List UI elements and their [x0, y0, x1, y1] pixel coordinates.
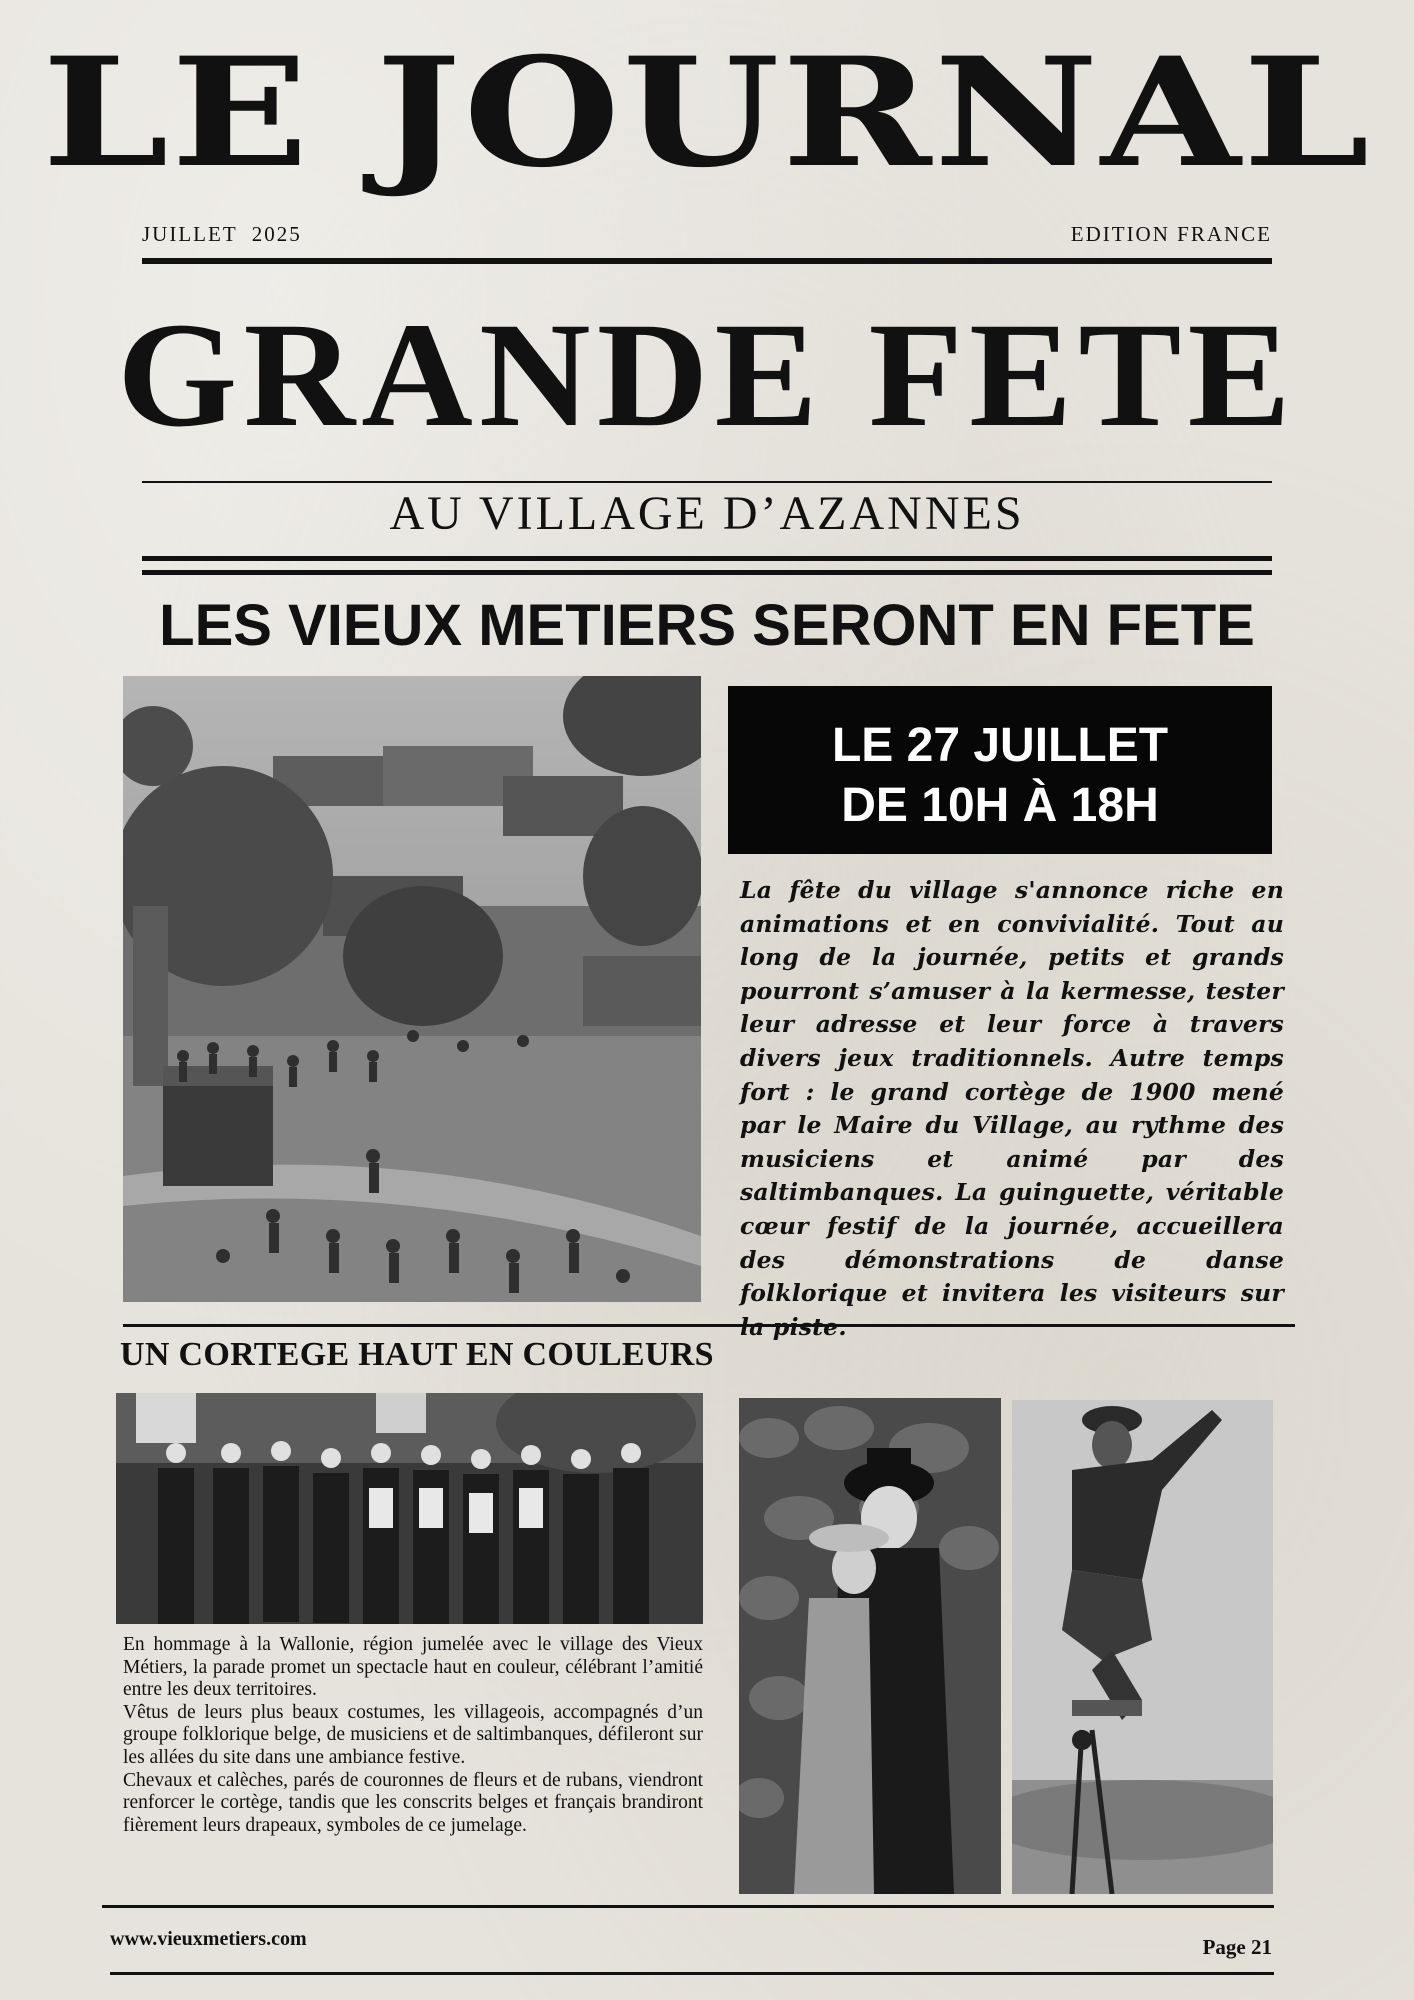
edition-label: EDITION FRANCE	[1070, 222, 1272, 246]
folk-group-photo	[116, 1393, 703, 1624]
headline-title: GRANDE FETE	[117, 292, 1297, 458]
cortege-paragraph-3: Chevaux et calèches, parés de couronnes de fleurs et de rubans, viendront renforcer le cortège, tandis que les conscrits belges et français brandiront fièrement leurs drapeaux, symboles de ce jumelage.	[123, 1769, 703, 1836]
masthead-title: LE JOURNAL	[42, 25, 1372, 201]
event-hours: DE 10H À 18H	[841, 779, 1159, 832]
village-fair-photo	[123, 676, 701, 1302]
cortege-title: UN CORTEGE HAUT EN COULEURS	[120, 1336, 714, 1373]
website-link[interactable]: www.vieuxmetiers.com	[110, 1928, 307, 1950]
issue-date: JUILLET 2025	[142, 222, 302, 246]
section-title: LES VIEUX METIERS SERONT EN FETE	[159, 593, 1255, 658]
headline-rule-mid	[142, 556, 1272, 561]
headline-subtitle: AU VILLAGE D’AZANNES	[389, 487, 1025, 540]
masthead-rule	[142, 258, 1272, 264]
section-divider	[123, 1324, 1295, 1327]
stilt-walker-photo	[1012, 1400, 1273, 1894]
headline-rule-bottom	[142, 570, 1272, 575]
cortege-paragraph-2: Vêtus de leurs plus beaux costumes, les villageois, accompagnés d’un groupe folklorique belge, de musiciens et de saltimbanques, défileront sur les allées du site dans une ambiance festive.	[123, 1701, 703, 1768]
feature-article: La fête du village s'annonce riche en animations et en convivialité. Tout au long de la journée, petits et grands pourront s’amuser à la kermesse, tester leur adresse et leur force à travers divers jeux traditionnels. Autre temps fort : le grand cortège de 1900 mené par le Maire du Village, au rythme des musiciens et animé par des saltimbanques. La guinguette, véritable cœur festif de la journée, accueillera des démonstrations de danse folklorique et invitera les visiteurs sur	[740, 876, 1284, 1308]
dancing-couple-photo	[739, 1398, 1001, 1894]
footer-rule-bottom	[110, 1972, 1274, 1975]
event-date: LE 27 JUILLET	[831, 719, 1169, 772]
event-date-box	[728, 686, 1272, 854]
cortege-text	[123, 1634, 703, 1837]
cortege-paragraph-1: En hommage à la Wallonie, région jumelée avec le village des Vieux Métiers, la parade promet un spectacle haut en couleur, célébrant l’amitié entre les deux territoires.	[123, 1634, 703, 1701]
headline-rule-top	[142, 481, 1272, 483]
footer-rule-top	[102, 1905, 1274, 1908]
page-number: Page 21	[1202, 1935, 1272, 1959]
